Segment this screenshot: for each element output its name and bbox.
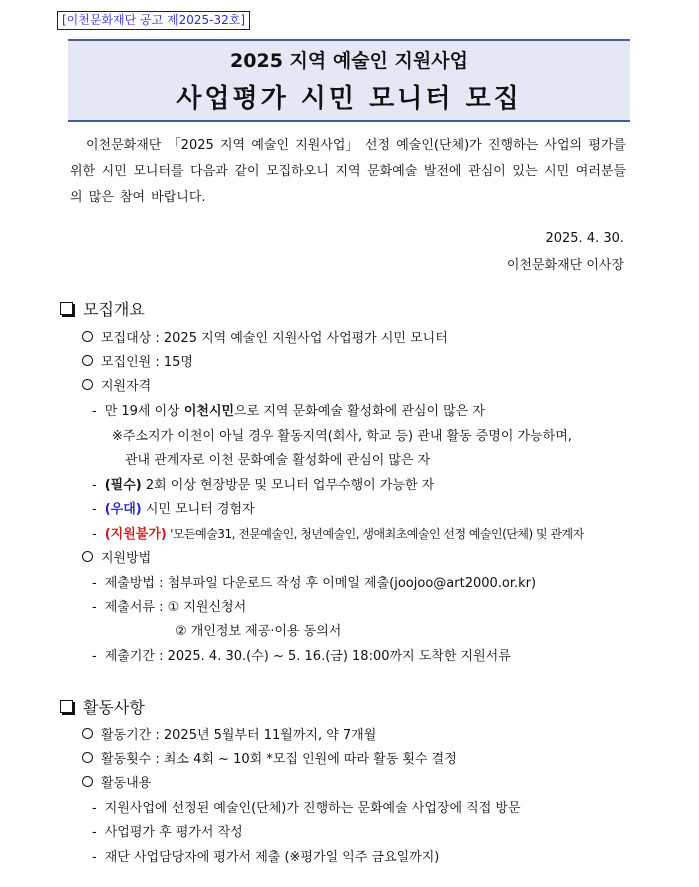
signer: 이천문화재단 이사장 (506, 258, 624, 273)
text: 으로 지역 문화예술 활성화에 관심이 많은 자 (234, 404, 485, 419)
text: 제출방법 : 첨부파일 다운로드 작성 후 이메일 제출(joojoo@art2000.or.kr) (104, 576, 537, 591)
overview-count (82, 353, 193, 373)
qualification-1-note-2: 관내 관계자로 이천 문화예술 활성화에 관심이 많은 자 (125, 453, 431, 468)
activity-times (82, 750, 457, 770)
list-item: 모집대상 : 2025 지역 예술인 지원사업 사업평가 시민 모니터 (101, 331, 448, 346)
activity-content (82, 774, 151, 794)
list-item: 모집인원 : 15명 (101, 355, 193, 370)
text: 2회 이상 현장방문 및 모니터 업무수행이 가능한 자 (141, 478, 435, 493)
circle-bullet-icon (82, 776, 93, 787)
page-title: 사업평가 시민 모니터 모집 (176, 84, 522, 114)
overview-qualification (82, 377, 151, 397)
text: 만 19세 이상 (104, 404, 184, 419)
text: 시민 모니터 경험자 (141, 502, 255, 517)
overview-method (82, 549, 151, 569)
list-item: 지원방법 (101, 551, 152, 566)
text: 제출서류 : ① 지원신청서 (104, 600, 247, 615)
preferred-tag: (우대) (104, 502, 142, 517)
list-item: 지원자격 (101, 379, 152, 394)
square-bullet-icon (60, 700, 73, 713)
intro-paragraph: 이천문화재단 「2025 지역 예술인 지원사업」 선정 예술인(단체)가 진행하는 사업의 평가를 위한 시민 모니터를 다음과 같이 모집하오니 지역 문화예술 발전에 관심이 있는 시민 여러분들의 많은 참여 바랍니다. (70, 138, 626, 205)
qualification-4: - (지원불가) '모든예술31, 전문예술인, 청년예술인, 생애최초예술인 선정 예술인(단체) 및 관계자 (92, 527, 584, 542)
method-3: - 제출기간 : 2025. 4. 30.(수) ~ 5. 16.(금) 18:00까지 도착한 지원서류 (92, 649, 511, 664)
text: 사업평가 후 평가서 작성 (104, 825, 243, 840)
circle-bullet-icon (82, 551, 93, 562)
circle-bullet-icon (82, 752, 93, 763)
text-bold: 이천시민 (183, 404, 235, 419)
section-activity-heading (60, 696, 660, 720)
qualification-1: - 만 19세 이상 이천시민으로 지역 문화예술 활성화에 관심이 많은 자 (92, 404, 485, 419)
qualification-1-note: ※주소지가 이천이 아닐 경우 활동지역(회사, 학교 등) 관내 활동 증명이 가능하며, (112, 429, 572, 444)
method-1: - 제출방법 : 첨부파일 다운로드 작성 후 이메일 제출(joojoo@art2000.or.kr) (92, 576, 537, 591)
square-bullet-icon (60, 302, 73, 315)
ineligible-tag: (지원불가) (104, 527, 167, 542)
circle-bullet-icon (82, 331, 93, 342)
circle-bullet-icon (82, 355, 93, 366)
notice-date: 2025. 4. 30. (545, 231, 624, 246)
required-tag: (필수) (104, 478, 142, 493)
text: 재단 사업담당자에 평가서 제출 (※평가일 익주 금요일까지) (104, 850, 440, 865)
section-heading-label: 활동사항 (83, 698, 145, 717)
circle-bullet-icon (82, 728, 93, 739)
list-item: 활동내용 (101, 776, 152, 791)
notice-number: [이천문화재단 공고 제2025-32호] (57, 11, 250, 30)
section-overview-heading (60, 298, 660, 322)
section-heading-label: 모집개요 (83, 300, 145, 319)
activity-period (82, 726, 376, 746)
text: 제출기간 : 2025. 4. 30.(수) ~ 5. 16.(금) 18:00까지 도착한 지원서류 (104, 649, 511, 664)
circle-bullet-icon (82, 379, 93, 390)
text: 지원사업에 선정된 예술인(단체)가 진행하는 문화예술 사업장에 직접 방문 (104, 801, 521, 816)
text: '모든예술31, 전문예술인, 청년예술인, 생애최초예술인 선정 예술인(단체) 및 관계자 (166, 527, 584, 541)
title-box (68, 39, 630, 122)
qualification-3: - (우대) 시민 모니터 경험자 (92, 502, 255, 517)
method-2: - 제출서류 : ① 지원신청서 (92, 600, 247, 615)
activity-content-3: - 재단 사업담당자에 평가서 제출 (※평가일 익주 금요일까지) (92, 850, 440, 865)
overview-target (82, 329, 448, 349)
activity-content-2: - 사업평가 후 평가서 작성 (92, 825, 243, 840)
activity-content-1: - 지원사업에 선정된 예술인(단체)가 진행하는 문화예술 사업장에 직접 방문 (92, 801, 521, 816)
qualification-2: - (필수) 2회 이상 현장방문 및 모니터 업무수행이 가능한 자 (92, 478, 435, 493)
title-line-1: 2025 지역 예술인 지원사업 (230, 50, 468, 72)
list-item: 활동기간 : 2025년 5월부터 11월까지, 약 7개월 (101, 728, 377, 743)
method-2b: ② 개인정보 제공·이용 동의서 (175, 624, 342, 639)
list-item: 활동횟수 : 최소 4회 ~ 10회 *모집 인원에 따라 활동 횟수 결정 (101, 752, 457, 767)
